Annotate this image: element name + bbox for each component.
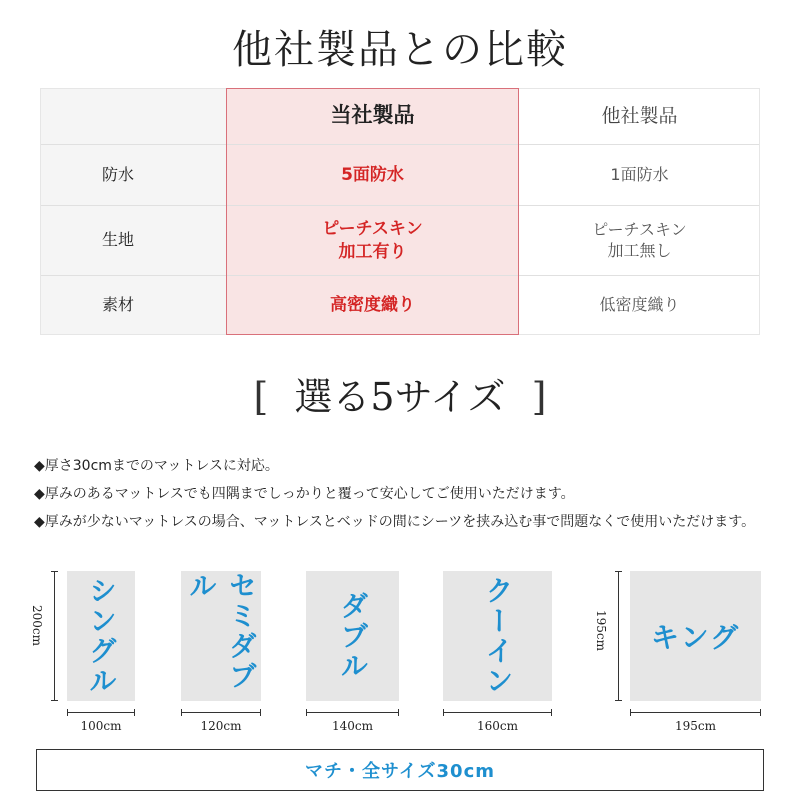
note-item: ◆厚みのあるマットレスでも四隅までしっかりと覆って安心してご使用いただけます。 [34,486,575,502]
single-length-label: 200cm [30,605,44,647]
double-sheet [306,571,399,701]
gusset-info-box: マチ・全サイズ30cm [36,749,764,791]
single-length-line [54,571,55,701]
king-width-line [630,712,761,713]
single-size-name: シングル [85,576,118,696]
double-size-name: ダブル [336,591,370,681]
king-size-name: キング [650,621,741,654]
others-value: ピーチスキン 加工無し [519,206,760,275]
note-item: ◆厚みが少ないマットレスの場合、マットレスとベッドの間にシーツを挟み込む事で問題なくで使用いただけます。 [34,514,756,530]
row-label: 生地 [40,206,226,275]
queen-sheet [443,571,552,701]
single-sheet [67,571,135,701]
semi-double-width-line [181,712,261,713]
queen-width-label: 160cm [476,719,518,733]
row-label: 素材 [40,276,226,335]
king-length-label: 195cm [594,610,608,652]
semi-double-sheet [181,571,261,701]
bracket-close: ] [531,375,547,419]
sizes-heading-text: 選る5サイズ [294,375,506,419]
others-value: 1面防水 [519,145,760,205]
comparison-table [40,88,760,335]
double-width-label: 140cm [331,719,373,733]
others-value: 低密度織り [519,276,760,335]
page-title: 他社製品との比較 [232,27,568,73]
bracket-open: [ [253,375,269,419]
king-sheet [630,571,761,701]
header-others: 他社製品 [519,88,760,144]
row-label: 防水 [40,145,226,205]
semi-double-size-name: セミダブル [185,571,258,691]
double-width-line [306,712,399,713]
semi-double-width-label: 120cm [200,719,242,733]
ours-value: 5面防水 [226,145,519,205]
notes-list [34,452,774,536]
single-width-line [67,712,135,713]
king-width-label: 195cm [674,719,716,733]
ours-value: 高密度織り [226,276,519,335]
king-length-line [618,571,619,701]
queen-size-name: クーイン [481,576,515,696]
queen-width-line [443,712,552,713]
ours-column-highlight [226,88,519,335]
ours-value: ピーチスキン 加工有り [226,206,519,275]
sizes-heading [0,366,800,421]
note-item: ◆厚さ30cmまでのマットレスに対応。 [34,458,279,474]
single-width-label: 100cm [80,719,122,733]
header-ours: 当社製品 [226,88,519,144]
